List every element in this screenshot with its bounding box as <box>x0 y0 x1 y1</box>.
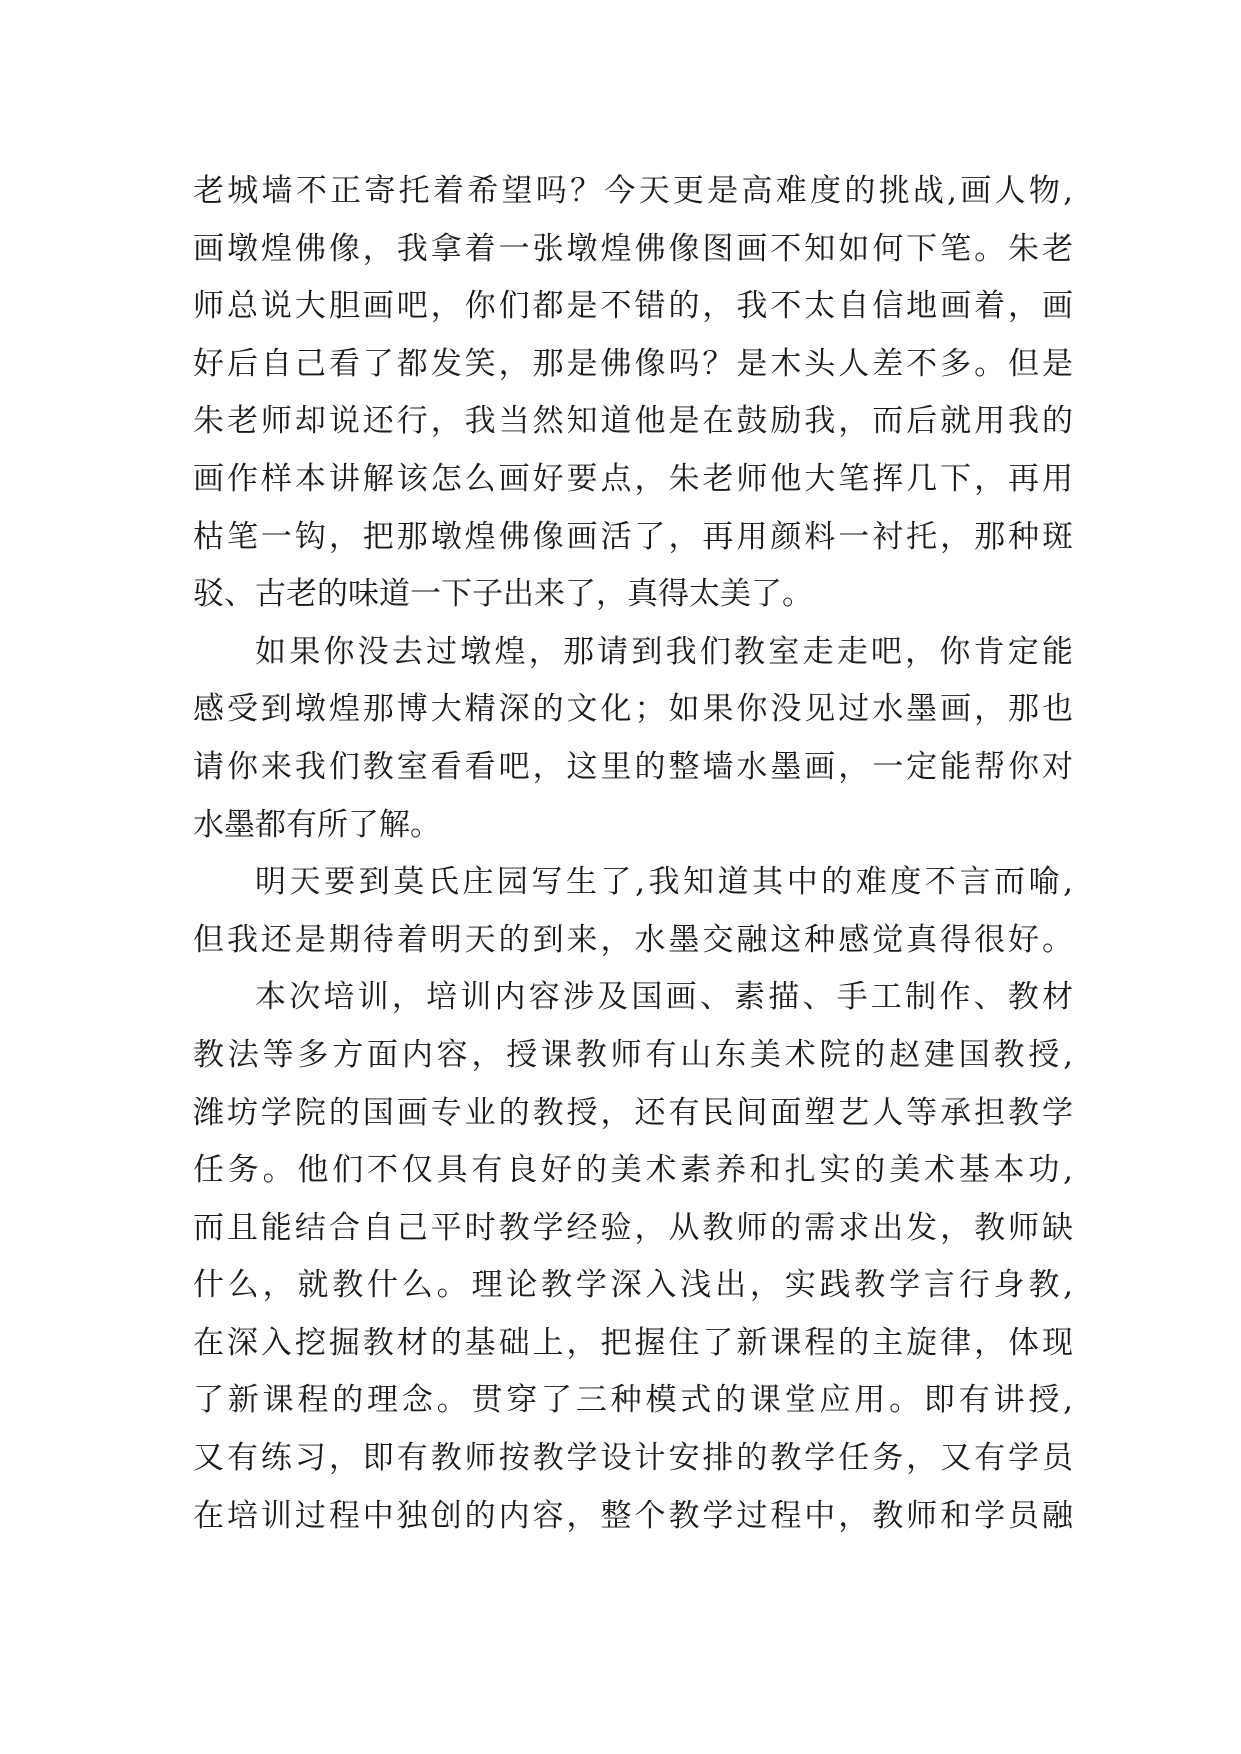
text-line-14: 但我还是期待着明天的到来，水墨交融这种感觉真得很好。 <box>193 921 1073 958</box>
text-line-5: 朱老师却说还行，我当然知道他是在鼓励我，而后就用我的 <box>193 403 1073 440</box>
text-line-13: 明天要到莫氏庄园写生了,我知道其中的难度不言而喻, <box>255 864 1073 901</box>
text-line-21: 在深入挖掘教材的基础上，把握住了新课程的主旋律，体现 <box>193 1324 1073 1361</box>
text-line-22: 了新课程的理念。贯穿了三种模式的课堂应用。即有讲授, <box>193 1382 1073 1419</box>
text-line-2: 画墩煌佛像，我拿着一张墩煌佛像图画不知如何下笔。朱老 <box>193 230 1073 267</box>
text-line-12: 水墨都有所了解。 <box>193 806 441 843</box>
text-line-7: 枯笔一钩，把那墩煌佛像画活了，再用颜料一衬托，那种斑 <box>193 518 1073 555</box>
text-line-1: 老城墙不正寄托着希望吗？今天更是高难度的挑战,画人物, <box>193 173 1073 209</box>
text-line-8: 驳、古老的味道一下子出来了，真得太美了。 <box>193 576 813 613</box>
text-line-15: 本次培训，培训内容涉及国画、素描、手工制作、教材 <box>255 979 1073 1016</box>
text-line-17: 潍坊学院的国画专业的教授，还有民间面塑艺人等承担教学 <box>193 1094 1073 1131</box>
text-line-20: 什么，就教什么。理论教学深入浅出，实践教学言行身教, <box>193 1267 1073 1304</box>
text-line-18: 任务。他们不仅具有良好的美术素养和扎实的美术基本功, <box>193 1152 1073 1189</box>
text-line-6: 画作样本讲解该怎么画好要点，朱老师他大笔挥几下，再用 <box>193 460 1073 497</box>
text-line-23: 又有练习，即有教师按教学设计安排的教学任务，又有学员 <box>193 1440 1073 1477</box>
text-line-9: 如果你没去过墩煌，那请到我们教室走走吧，你肯定能 <box>255 633 1073 670</box>
text-line-19: 而且能结合自己平时教学经验，从教师的需求出发，教师缺 <box>193 1209 1073 1246</box>
body-text <box>193 163 1073 1545</box>
text-line-24: 在培训过程中独创的内容，整个教学过程中，教师和学员融 <box>193 1497 1073 1534</box>
text-line-10: 感受到墩煌那博大精深的文化；如果你没见过水墨画，那也 <box>193 691 1073 728</box>
text-line-4: 好后自己看了都发笑，那是佛像吗？是木头人差不多。但是 <box>193 345 1073 382</box>
text-line-16: 教法等多方面内容，授课教师有山东美术院的赵建国教授, <box>193 1036 1073 1073</box>
text-line-3: 师总说大胆画吧，你们都是不错的，我不太自信地画着，画 <box>193 288 1073 325</box>
text-line-11: 请你来我们教室看看吧，这里的整墙水墨画，一定能帮你对 <box>193 748 1073 785</box>
